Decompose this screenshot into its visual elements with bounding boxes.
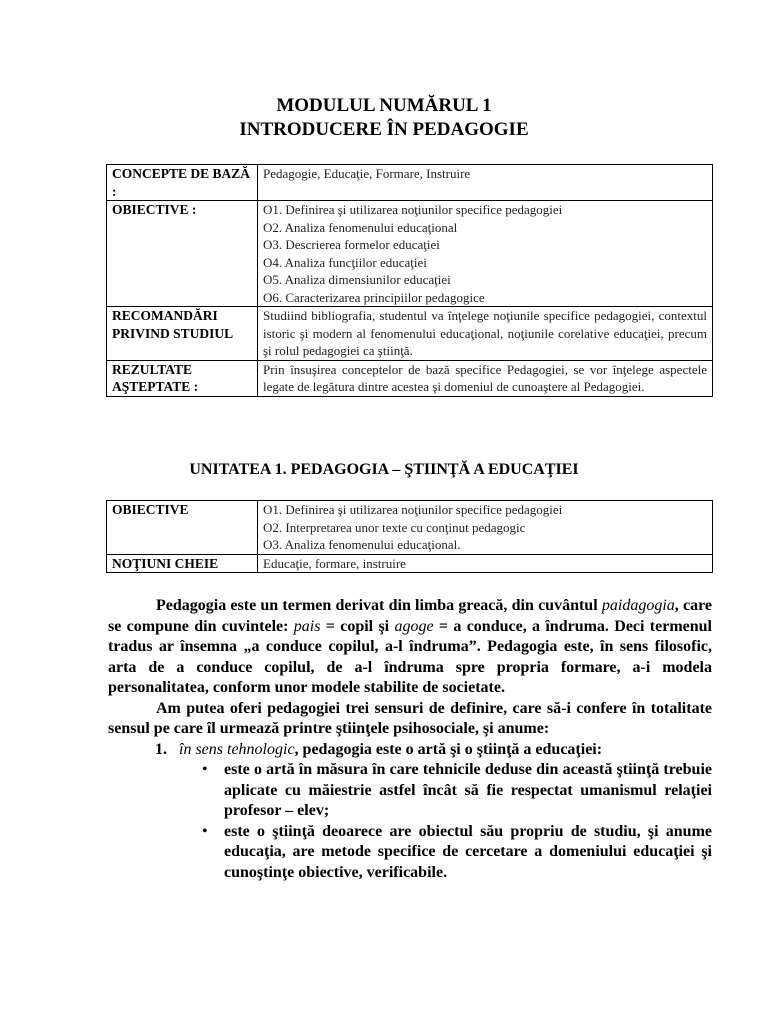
list-item — [108, 760, 712, 822]
recomandari-label: RECOMANDĂRI PRIVIND STUDIUL — [107, 307, 258, 361]
table-row — [107, 307, 713, 361]
term-paidagogia: paidagogia — [601, 597, 675, 614]
italic-term: în sens tehnologic — [179, 740, 295, 758]
list-item — [108, 822, 712, 884]
objective-item: O2. Analiza fenomenului educaţional — [263, 219, 458, 235]
notiuni-label: NOŢIUNI CHEIE — [107, 554, 258, 573]
paragraph: Am putea oferi pedagogiei trei sensuri de definire, care să-i confere în totalitate sensul pe care îl urmează printre ştiinţele psihosociale, şi anume: — [108, 699, 712, 737]
bullet-icon: • — [202, 761, 208, 778]
text-run: , care se compune din cuvintele: — [108, 597, 712, 635]
paragraph — [108, 596, 712, 699]
module-title: MODULUL NUMĂRUL 1 — [276, 95, 492, 116]
objective-item: O1. Definirea şi utilizarea noţiunilor specifice pedagogiei — [263, 502, 563, 517]
body-text — [108, 596, 712, 883]
module-subtitle: INTRODUCERE ÎN PEDAGOGIE — [239, 119, 529, 140]
term-agoge: agoge — [394, 617, 434, 635]
list-item-text: este o artă în măsura în care tehnicile deduse din această ştiinţă trebuie aplicate cu măiestrie astfel încât să fie respectat umanismul relaţiei profesor – elev; — [224, 761, 712, 819]
text-run: = copil şi — [320, 617, 395, 635]
text-run: , pedagogia este o artă şi o ştiinţă a educaţiei: — [294, 740, 603, 758]
obiective-label: OBIECTIVE : — [107, 201, 258, 307]
concepte-label: CONCEPTE DE BAZĂ : — [107, 165, 258, 201]
unit-obiective-list — [258, 501, 713, 555]
text-run: Pedagogia este un termen derivat din limba greacă, din cuvântul — [156, 597, 602, 614]
rezultate-label: REZULTATE AŞTEPTATE : — [107, 360, 258, 396]
objective-item: O2. Interpretarea unor texte cu conţinut pedagogic — [263, 519, 526, 535]
bullet-list — [108, 760, 712, 883]
notiuni-value: Educaţie, formare, instruire — [258, 554, 713, 573]
unit-title: UNITATEA 1. PEDAGOGIA – ŞTIINŢĂ A EDUCAŢIEI — [189, 461, 579, 478]
objective-item: O4. Analiza funcţiilor educaţiei — [263, 254, 427, 270]
text-run: = a conduce, a îndruma. Deci termenul tradus ar însemna „a conduce copilul, a-l îndruma”. Pedagogia este, în sens filosofic, arta de a conduce copilul, de a-l îndruma spre propria formare, a-i modela personalitatea, conform unor modele stabilite de societate. — [108, 617, 712, 696]
table-row — [107, 165, 713, 201]
table-row — [107, 360, 713, 396]
rezultate-value: Prin însuşirea conceptelor de bază specifice Pedagogiei, se vor înţelege aspectele legate de legătura dintre acestea şi domeniul de cunoaştere al Pedagogiei. — [258, 360, 713, 396]
table-row — [107, 201, 713, 307]
bullet-icon: • — [202, 822, 208, 840]
list-item-text: este o ştiinţă deoarece are obiectul său propriu de studiu, şi anume educaţia, are metode specifice de cercetare a domeniului educaţiei şi cunoştinţe obiective, verificabile. — [224, 822, 712, 881]
module-info-table — [106, 164, 713, 397]
unit-obiective-label: OBIECTIVE — [107, 501, 258, 555]
table-row — [107, 554, 713, 573]
term-pais: pais — [293, 617, 321, 635]
numbered-item — [108, 740, 712, 761]
objective-item: O3. Analiza fenomenului educaţional. — [263, 537, 461, 552]
obiective-list — [258, 201, 713, 307]
objective-item: O3. Descrierea formelor educaţiei — [263, 237, 440, 252]
objective-item: O1. Definirea şi utilizarea noţiunilor specifice pedagogiei — [263, 202, 563, 217]
recomandari-value: Studiind bibliografia, studentul va înţelege noţiunile specifice pedagogiei, contextul istoric şi modern al fenomenului educaţional, noţiunile corelative educaţiei, precum şi rolul pedagogiei ca ştiinţă. — [258, 307, 713, 361]
unit-info-table — [106, 500, 713, 573]
objective-item: O5. Analiza dimensiunilor educaţiei — [263, 272, 451, 287]
item-number: 1. — [155, 740, 167, 758]
concepte-value: Pedagogie, Educaţie, Formare, Instruire — [258, 165, 713, 201]
objective-item: O6. Caracterizarea principiilor pedagogice — [263, 289, 485, 305]
table-row — [107, 501, 713, 555]
